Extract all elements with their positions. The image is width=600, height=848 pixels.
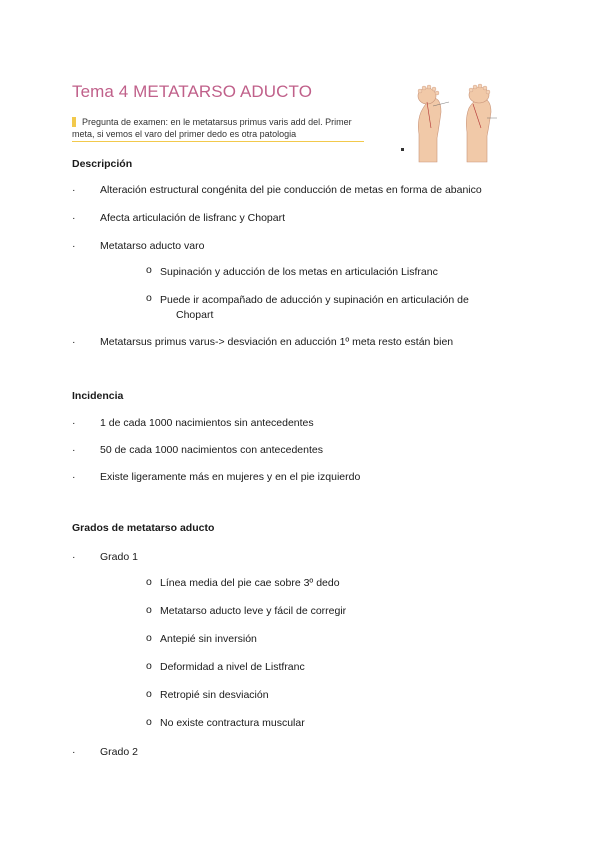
sub-bullet-icon: o — [146, 660, 152, 672]
sub-bullet-icon: o — [146, 292, 152, 304]
bullet-icon: · — [72, 336, 76, 348]
list-item: 50 de cada 1000 nacimientos con antecedentes — [100, 444, 323, 456]
section-heading-incidencia: Incidencia — [72, 390, 124, 402]
list-item: Metatarso aducto varo — [100, 240, 205, 252]
bullet-icon: · — [72, 471, 76, 483]
sub-list-item: Deformidad a nivel de Listfranc — [160, 661, 305, 673]
sub-bullet-icon: o — [146, 716, 152, 728]
note-underline — [72, 141, 364, 142]
sub-list-item: Supinación y aducción de los metas en articulación Lisfranc — [160, 266, 438, 278]
exam-note: Pregunta de examen: en le metatarsus primus varis add del. Primer meta, si vemos el varo del primer dedo es otra patologia — [72, 117, 352, 139]
sub-list-item: Metatarso aducto leve y fácil de corregir — [160, 605, 347, 617]
list-item: Metatarsus primus varus-> desviación en aducción 1º meta resto están bien — [100, 336, 454, 348]
bullet-icon: · — [72, 212, 76, 224]
bullet-icon: · — [72, 444, 76, 456]
bullet-icon: · — [72, 746, 76, 758]
sub-bullet-icon: o — [146, 632, 152, 644]
section-heading-descripcion: Descripción — [72, 158, 133, 170]
foot-image — [397, 82, 507, 164]
page-title: Tema 4 METATARSO ADUCTO — [72, 82, 313, 101]
sub-list-item-continuation: Chopart — [176, 309, 214, 321]
sub-list-item: Puede ir acompañado de aducción y supinación en articulación de — [160, 294, 469, 306]
sub-bullet-icon: o — [146, 264, 152, 276]
list-item: Alteración estructural congénita del pie conducción de metas en forma de abanico — [100, 184, 482, 196]
sub-list-item: Línea media del pie cae sobre 3º dedo — [160, 577, 340, 589]
list-item: Existe ligeramente más en mujeres y en el pie izquierdo — [100, 471, 361, 483]
list-item: Afecta articulación de lisfranc y Chopart — [100, 212, 286, 224]
bullet-icon: · — [72, 417, 76, 429]
sub-bullet-icon: o — [146, 576, 152, 588]
list-item: Grado 2 — [100, 746, 138, 758]
sub-list-item: Antepié sin inversión — [160, 633, 257, 645]
feet-illustration — [397, 82, 507, 164]
section-heading-grados: Grados de metatarso aducto — [72, 522, 215, 534]
bullet-icon: · — [72, 240, 76, 252]
bullet-icon: · — [72, 551, 76, 563]
bullet-icon: · — [72, 184, 76, 196]
list-item: Grado 1 — [100, 551, 138, 563]
sub-bullet-icon: o — [146, 604, 152, 616]
list-item: 1 de cada 1000 nacimientos sin antecedentes — [100, 417, 314, 429]
sub-bullet-icon: o — [146, 688, 152, 700]
sub-list-item: No existe contractura muscular — [160, 717, 305, 729]
sub-list-item: Retropié sin desviación — [160, 689, 269, 701]
